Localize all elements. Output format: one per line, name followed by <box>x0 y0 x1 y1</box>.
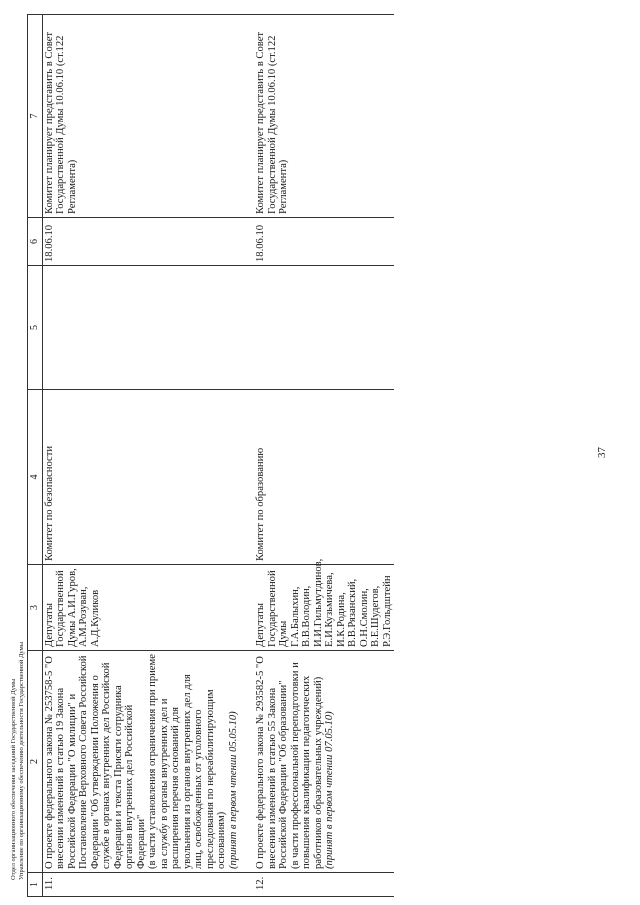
date-cell: 18.06.10 <box>254 218 394 266</box>
committee-cell: Комитет по безопасности <box>42 390 240 565</box>
column-header: 4 <box>28 390 43 565</box>
col5-cell <box>42 266 240 390</box>
footer <box>10 642 26 880</box>
table-body <box>42 15 394 897</box>
bill-scope: (в части установления ограничения при приеме на службу в органы внутренних дел и расширения перечня оснований для увольнения из органов внутренних дел для лиц, освобожденных от уголовного преследования по нереабилитирующим основаниям) <box>147 654 227 869</box>
column-header: 3 <box>28 565 43 651</box>
footer-line: Управление по организационному обеспечению деятельности Государственной Думы <box>18 641 25 880</box>
bill-title: О проекте федерального закона № 253758-5 "О внесении изменений в статью 19 Закона Российской Федерации "О милиции" и Постановление Верховного Совета Российской Федерации "Об утверждении Положения о службе в органах внутренних дел Российской Федерации и текста Присяги сотрудника органов внутренних дел Российской Федерации" <box>43 655 147 869</box>
comment-cell: Комитет планирует представить в Совет Государственной Думы 10.06.10 (ст.122 Регламента) <box>42 15 240 218</box>
column-header: 5 <box>28 266 43 390</box>
bill-title: О проекте федерального закона № 293582-5 "О внесении изменений в статью 55 Закона Российской Федерации "Об образовании" <box>255 656 289 869</box>
date-cell: 18.06.10 <box>42 218 240 266</box>
spacer-cell <box>240 218 254 266</box>
authors-cell: Депутаты Государственной Думы А.И.Гуров, А.М.Розуван, А.Д.Куликов <box>42 565 240 651</box>
table-row <box>42 15 240 897</box>
spacer-cell <box>240 390 254 565</box>
spacer-cell <box>240 15 254 218</box>
spacer-cell <box>240 565 254 651</box>
column-header: 1 <box>28 873 43 897</box>
committee-cell: Комитет по образованию <box>254 390 394 565</box>
row-number: 11. <box>42 873 240 897</box>
page-number: 37 <box>596 447 608 458</box>
col5-cell <box>254 266 394 390</box>
table-row <box>254 15 394 897</box>
comment-cell: Комитет планирует представить в Совет Государственной Думы 10.06.10 (ст.122 Регламента) <box>254 15 394 218</box>
authors-cell: Депутаты Государственной Думы Г.А.Балыхин, В.В.Володин, И.И.Гильмутдинов, Е.И.Кузьмичева, И.К.Родина, В.В.Рязанский, О.Н.Смолин, В.Е.Шудегов, Р.Э.Гольдштейн <box>254 565 394 651</box>
footer-line: Отдел организационного обеспечения заседаний Государственной Думы <box>10 678 17 880</box>
bill-cell <box>42 651 240 873</box>
row-spacer <box>240 15 254 897</box>
spacer-cell <box>240 651 254 873</box>
bill-scope: (в части профессиональной переподготовки и повышения квалификации педагогических работников образовательных учреждений) <box>289 662 324 869</box>
spacer-cell <box>240 266 254 390</box>
bill-reading-note: (принят в первом чтении 05.05.10) <box>227 711 239 869</box>
bills-table <box>27 14 394 897</box>
row-number: 12. <box>254 873 394 897</box>
column-header: 7 <box>28 15 43 218</box>
bill-reading-note: (принят в первом чтении 07.05.10) <box>324 711 335 869</box>
column-header: 6 <box>28 218 43 266</box>
table-header-row <box>28 15 43 897</box>
column-header: 2 <box>28 651 43 873</box>
bill-cell <box>254 651 394 873</box>
spacer-cell <box>240 873 254 897</box>
